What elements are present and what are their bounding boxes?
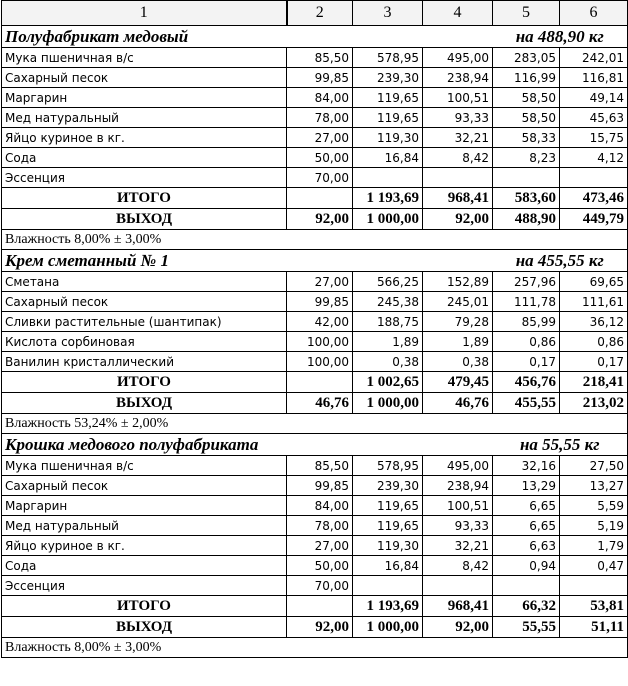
ingredient-name[interactable]: Ванилин кристаллический — [2, 352, 287, 372]
ingredient-value[interactable]: 1,89 — [353, 332, 423, 352]
ingredient-row — [2, 576, 628, 596]
ingredient-row — [2, 352, 628, 372]
ingredient-value[interactable]: 242,01 — [560, 48, 628, 68]
output-row-value[interactable]: 1 000,00 — [353, 393, 423, 414]
ingredient-value[interactable]: 116,99 — [493, 68, 560, 88]
output-row-value[interactable]: 1 000,00 — [353, 617, 423, 638]
ingredient-row — [2, 292, 628, 312]
humidity-row — [2, 414, 628, 434]
column-header[interactable]: 5 — [493, 1, 560, 26]
ingredient-value[interactable]: 119,65 — [353, 108, 423, 128]
output-row-value[interactable]: 92,00 — [287, 209, 353, 230]
ingredient-value[interactable]: 0,94 — [493, 556, 560, 576]
output-row-value[interactable]: 51,11 — [560, 617, 628, 638]
total-row-value[interactable]: 218,41 — [560, 372, 628, 393]
section-title[interactable]: Крем сметанный № 1 — [2, 250, 493, 272]
output-row-value[interactable]: 55,55 — [493, 617, 560, 638]
ingredient-value[interactable] — [560, 168, 628, 188]
ingredient-name[interactable]: Сметана — [2, 272, 287, 292]
ingredient-row — [2, 496, 628, 516]
ingredient-name[interactable]: Маргарин — [2, 496, 287, 516]
ingredient-name[interactable]: Сода — [2, 148, 287, 168]
ingredient-value[interactable]: 0,86 — [493, 332, 560, 352]
ingredient-row — [2, 48, 628, 68]
ingredient-name[interactable]: Сахарный песок — [2, 68, 287, 88]
ingredient-name[interactable]: Мука пшеничная в/с — [2, 456, 287, 476]
ingredient-value[interactable]: 0,17 — [493, 352, 560, 372]
section-amount[interactable]: на 55,55 кг — [493, 434, 628, 456]
ingredient-name[interactable]: Яйцо куриное в кг. — [2, 536, 287, 556]
column-header[interactable]: 2 — [287, 1, 353, 26]
ingredient-value[interactable]: 0,47 — [560, 556, 628, 576]
total-row-value[interactable]: 968,41 — [423, 596, 493, 617]
total-row-value[interactable]: 968,41 — [423, 188, 493, 209]
ingredient-name[interactable]: Сливки растительные (шантипак) — [2, 312, 287, 332]
humidity-note[interactable]: Влажность 53,24% ± 2,00% — [2, 414, 628, 434]
ingredient-value[interactable]: 100,00 — [287, 332, 353, 352]
column-header[interactable]: 4 — [423, 1, 493, 26]
ingredient-value[interactable]: 70,00 — [287, 168, 353, 188]
ingredient-value[interactable]: 32,21 — [423, 536, 493, 556]
ingredient-value[interactable]: 93,33 — [423, 108, 493, 128]
ingredient-value[interactable]: 6,65 — [493, 496, 560, 516]
ingredient-value[interactable] — [493, 168, 560, 188]
total-row-value[interactable]: 1 002,65 — [353, 372, 423, 393]
ingredient-value[interactable]: 257,96 — [493, 272, 560, 292]
total-row-value[interactable] — [287, 188, 353, 209]
ingredient-row — [2, 456, 628, 476]
ingredient-value[interactable]: 16,84 — [353, 556, 423, 576]
ingredient-name[interactable]: Мед натуральный — [2, 516, 287, 536]
ingredient-value[interactable]: 99,85 — [287, 292, 353, 312]
sheet-body — [2, 1, 628, 658]
ingredient-value[interactable]: 15,75 — [560, 128, 628, 148]
ingredient-value[interactable]: 70,00 — [287, 576, 353, 596]
total-row-label[interactable]: ИТОГО — [2, 372, 287, 393]
ingredient-row — [2, 332, 628, 352]
column-header[interactable]: 1 — [2, 1, 287, 26]
ingredient-value[interactable]: 0,38 — [423, 352, 493, 372]
total-row-value[interactable]: 1 193,69 — [353, 188, 423, 209]
ingredient-value[interactable]: 100,51 — [423, 88, 493, 108]
ingredient-value[interactable]: 6,65 — [493, 516, 560, 536]
ingredient-value[interactable]: 245,01 — [423, 292, 493, 312]
output-row-value[interactable]: 455,55 — [493, 393, 560, 414]
ingredient-value[interactable]: 78,00 — [287, 108, 353, 128]
ingredient-value[interactable]: 239,30 — [353, 476, 423, 496]
ingredient-value[interactable] — [423, 576, 493, 596]
total-row-value[interactable] — [287, 372, 353, 393]
section-amount[interactable]: на 455,55 кг — [493, 250, 628, 272]
total-row — [2, 596, 628, 617]
ingredient-row — [2, 128, 628, 148]
ingredient-value[interactable]: 495,00 — [423, 456, 493, 476]
ingredient-value[interactable]: 0,17 — [560, 352, 628, 372]
ingredient-value[interactable]: 1,89 — [423, 332, 493, 352]
section-amount[interactable]: на 488,90 кг — [493, 26, 628, 48]
humidity-note[interactable]: Влажность 8,00% ± 3,00% — [2, 230, 628, 250]
ingredient-row — [2, 88, 628, 108]
ingredient-value[interactable]: 111,61 — [560, 292, 628, 312]
output-row-value[interactable]: 46,76 — [287, 393, 353, 414]
ingredient-value[interactable]: 13,27 — [560, 476, 628, 496]
ingredient-value[interactable]: 119,30 — [353, 536, 423, 556]
recipe-sheet — [1, 0, 628, 658]
ingredient-value[interactable]: 32,21 — [423, 128, 493, 148]
output-row-value[interactable]: 213,02 — [560, 393, 628, 414]
ingredient-name[interactable]: Яйцо куриное в кг. — [2, 128, 287, 148]
ingredient-row — [2, 168, 628, 188]
column-header[interactable]: 3 — [353, 1, 423, 26]
ingredient-value[interactable]: 119,65 — [353, 516, 423, 536]
ingredient-value[interactable]: 49,14 — [560, 88, 628, 108]
ingredient-value[interactable]: 5,19 — [560, 516, 628, 536]
output-row — [2, 209, 628, 230]
ingredient-value[interactable]: 152,89 — [423, 272, 493, 292]
ingredient-value[interactable]: 27,00 — [287, 536, 353, 556]
ingredient-row — [2, 148, 628, 168]
column-header[interactable]: 6 — [560, 1, 628, 26]
output-row — [2, 393, 628, 414]
ingredient-value[interactable]: 99,85 — [287, 476, 353, 496]
ingredient-value[interactable]: 27,00 — [287, 128, 353, 148]
ingredient-value[interactable]: 283,05 — [493, 48, 560, 68]
output-row-value[interactable]: 449,79 — [560, 209, 628, 230]
output-row-value[interactable]: 92,00 — [423, 617, 493, 638]
ingredient-value[interactable]: 238,94 — [423, 476, 493, 496]
ingredient-value[interactable]: 36,12 — [560, 312, 628, 332]
total-row-value[interactable]: 583,60 — [493, 188, 560, 209]
output-row-label[interactable]: ВЫХОД — [2, 209, 287, 230]
ingredient-value[interactable]: 13,29 — [493, 476, 560, 496]
ingredient-value[interactable]: 45,63 — [560, 108, 628, 128]
ingredient-value[interactable]: 578,95 — [353, 456, 423, 476]
ingredient-value[interactable]: 8,42 — [423, 148, 493, 168]
ingredient-value[interactable] — [423, 168, 493, 188]
ingredient-value[interactable]: 84,00 — [287, 496, 353, 516]
ingredient-name[interactable]: Мука пшеничная в/с — [2, 48, 287, 68]
ingredient-row — [2, 68, 628, 88]
ingredient-value[interactable]: 93,33 — [423, 516, 493, 536]
ingredient-name[interactable]: Мед натуральный — [2, 108, 287, 128]
ingredient-row — [2, 536, 628, 556]
total-row-value[interactable]: 479,45 — [423, 372, 493, 393]
output-row-value[interactable]: 92,00 — [287, 617, 353, 638]
ingredient-value[interactable]: 27,00 — [287, 272, 353, 292]
ingredient-value[interactable]: 119,30 — [353, 128, 423, 148]
ingredient-value[interactable]: 78,00 — [287, 516, 353, 536]
ingredient-row — [2, 272, 628, 292]
output-row — [2, 617, 628, 638]
ingredient-value[interactable]: 100,00 — [287, 352, 353, 372]
ingredient-row — [2, 476, 628, 496]
ingredient-name[interactable]: Сахарный песок — [2, 476, 287, 496]
total-row-value[interactable] — [287, 596, 353, 617]
section-title[interactable]: Полуфабрикат медовый — [2, 26, 493, 48]
total-row — [2, 372, 628, 393]
output-row-label[interactable]: ВЫХОД — [2, 393, 287, 414]
output-row-value[interactable]: 488,90 — [493, 209, 560, 230]
ingredient-value[interactable]: 119,65 — [353, 496, 423, 516]
ingredient-value[interactable] — [493, 576, 560, 596]
ingredient-value[interactable]: 116,81 — [560, 68, 628, 88]
humidity-row — [2, 638, 628, 658]
ingredient-value[interactable]: 245,38 — [353, 292, 423, 312]
ingredient-value[interactable]: 100,51 — [423, 496, 493, 516]
humidity-note[interactable]: Влажность 8,00% ± 3,00% — [2, 638, 628, 658]
ingredient-name[interactable]: Эссенция — [2, 576, 287, 596]
ingredient-value[interactable]: 566,25 — [353, 272, 423, 292]
humidity-row — [2, 230, 628, 250]
total-row-value[interactable]: 53,81 — [560, 596, 628, 617]
ingredient-value[interactable]: 119,65 — [353, 88, 423, 108]
ingredient-value[interactable]: 69,65 — [560, 272, 628, 292]
ingredient-row — [2, 516, 628, 536]
ingredient-value[interactable]: 578,95 — [353, 48, 423, 68]
ingredient-value[interactable]: 42,00 — [287, 312, 353, 332]
ingredient-value[interactable]: 50,00 — [287, 148, 353, 168]
ingredient-value[interactable]: 79,28 — [423, 312, 493, 332]
total-row-value[interactable]: 1 193,69 — [353, 596, 423, 617]
section-title-row — [2, 434, 628, 456]
ingredient-row — [2, 556, 628, 576]
ingredient-value[interactable]: 8,42 — [423, 556, 493, 576]
ingredient-value[interactable]: 50,00 — [287, 556, 353, 576]
ingredient-name[interactable]: Эссенция — [2, 168, 287, 188]
ingredient-row — [2, 312, 628, 332]
total-row-label[interactable]: ИТОГО — [2, 596, 287, 617]
output-row-value[interactable]: 92,00 — [423, 209, 493, 230]
ingredient-value[interactable] — [560, 576, 628, 596]
ingredient-value[interactable]: 8,23 — [493, 148, 560, 168]
ingredient-value[interactable]: 85,99 — [493, 312, 560, 332]
ingredient-name[interactable]: Сода — [2, 556, 287, 576]
output-row-label[interactable]: ВЫХОД — [2, 617, 287, 638]
section-title[interactable]: Крошка медового полуфабриката — [2, 434, 493, 456]
ingredient-value[interactable]: 495,00 — [423, 48, 493, 68]
total-row-label[interactable]: ИТОГО — [2, 188, 287, 209]
column-header-row — [2, 1, 628, 26]
ingredient-value[interactable]: 32,16 — [493, 456, 560, 476]
ingredient-value[interactable]: 99,85 — [287, 68, 353, 88]
ingredient-value[interactable]: 188,75 — [353, 312, 423, 332]
total-row-value[interactable]: 473,46 — [560, 188, 628, 209]
ingredient-name[interactable]: Сахарный песок — [2, 292, 287, 312]
output-row-value[interactable]: 46,76 — [423, 393, 493, 414]
ingredient-name[interactable]: Кислота сорбиновая — [2, 332, 287, 352]
ingredient-value[interactable]: 85,50 — [287, 456, 353, 476]
ingredient-value[interactable] — [353, 168, 423, 188]
ingredient-value[interactable]: 85,50 — [287, 48, 353, 68]
ingredient-value[interactable]: 238,94 — [423, 68, 493, 88]
ingredient-value[interactable]: 5,59 — [560, 496, 628, 516]
ingredient-row — [2, 108, 628, 128]
section-title-row — [2, 26, 628, 48]
output-row-value[interactable]: 1 000,00 — [353, 209, 423, 230]
section-title-row — [2, 250, 628, 272]
ingredient-value[interactable]: 84,00 — [287, 88, 353, 108]
total-row-value[interactable]: 456,76 — [493, 372, 560, 393]
ingredient-value[interactable]: 111,78 — [493, 292, 560, 312]
ingredient-value[interactable]: 16,84 — [353, 148, 423, 168]
ingredient-value[interactable]: 239,30 — [353, 68, 423, 88]
ingredient-value[interactable]: 58,50 — [493, 88, 560, 108]
total-row-value[interactable]: 66,32 — [493, 596, 560, 617]
ingredient-value[interactable]: 6,63 — [493, 536, 560, 556]
ingredient-name[interactable]: Маргарин — [2, 88, 287, 108]
ingredient-value[interactable]: 0,38 — [353, 352, 423, 372]
ingredient-value[interactable] — [353, 576, 423, 596]
ingredient-value[interactable]: 58,33 — [493, 128, 560, 148]
ingredient-value[interactable]: 0,86 — [560, 332, 628, 352]
ingredient-value[interactable]: 4,12 — [560, 148, 628, 168]
ingredient-value[interactable]: 1,79 — [560, 536, 628, 556]
ingredient-value[interactable]: 58,50 — [493, 108, 560, 128]
ingredient-value[interactable]: 27,50 — [560, 456, 628, 476]
total-row — [2, 188, 628, 209]
